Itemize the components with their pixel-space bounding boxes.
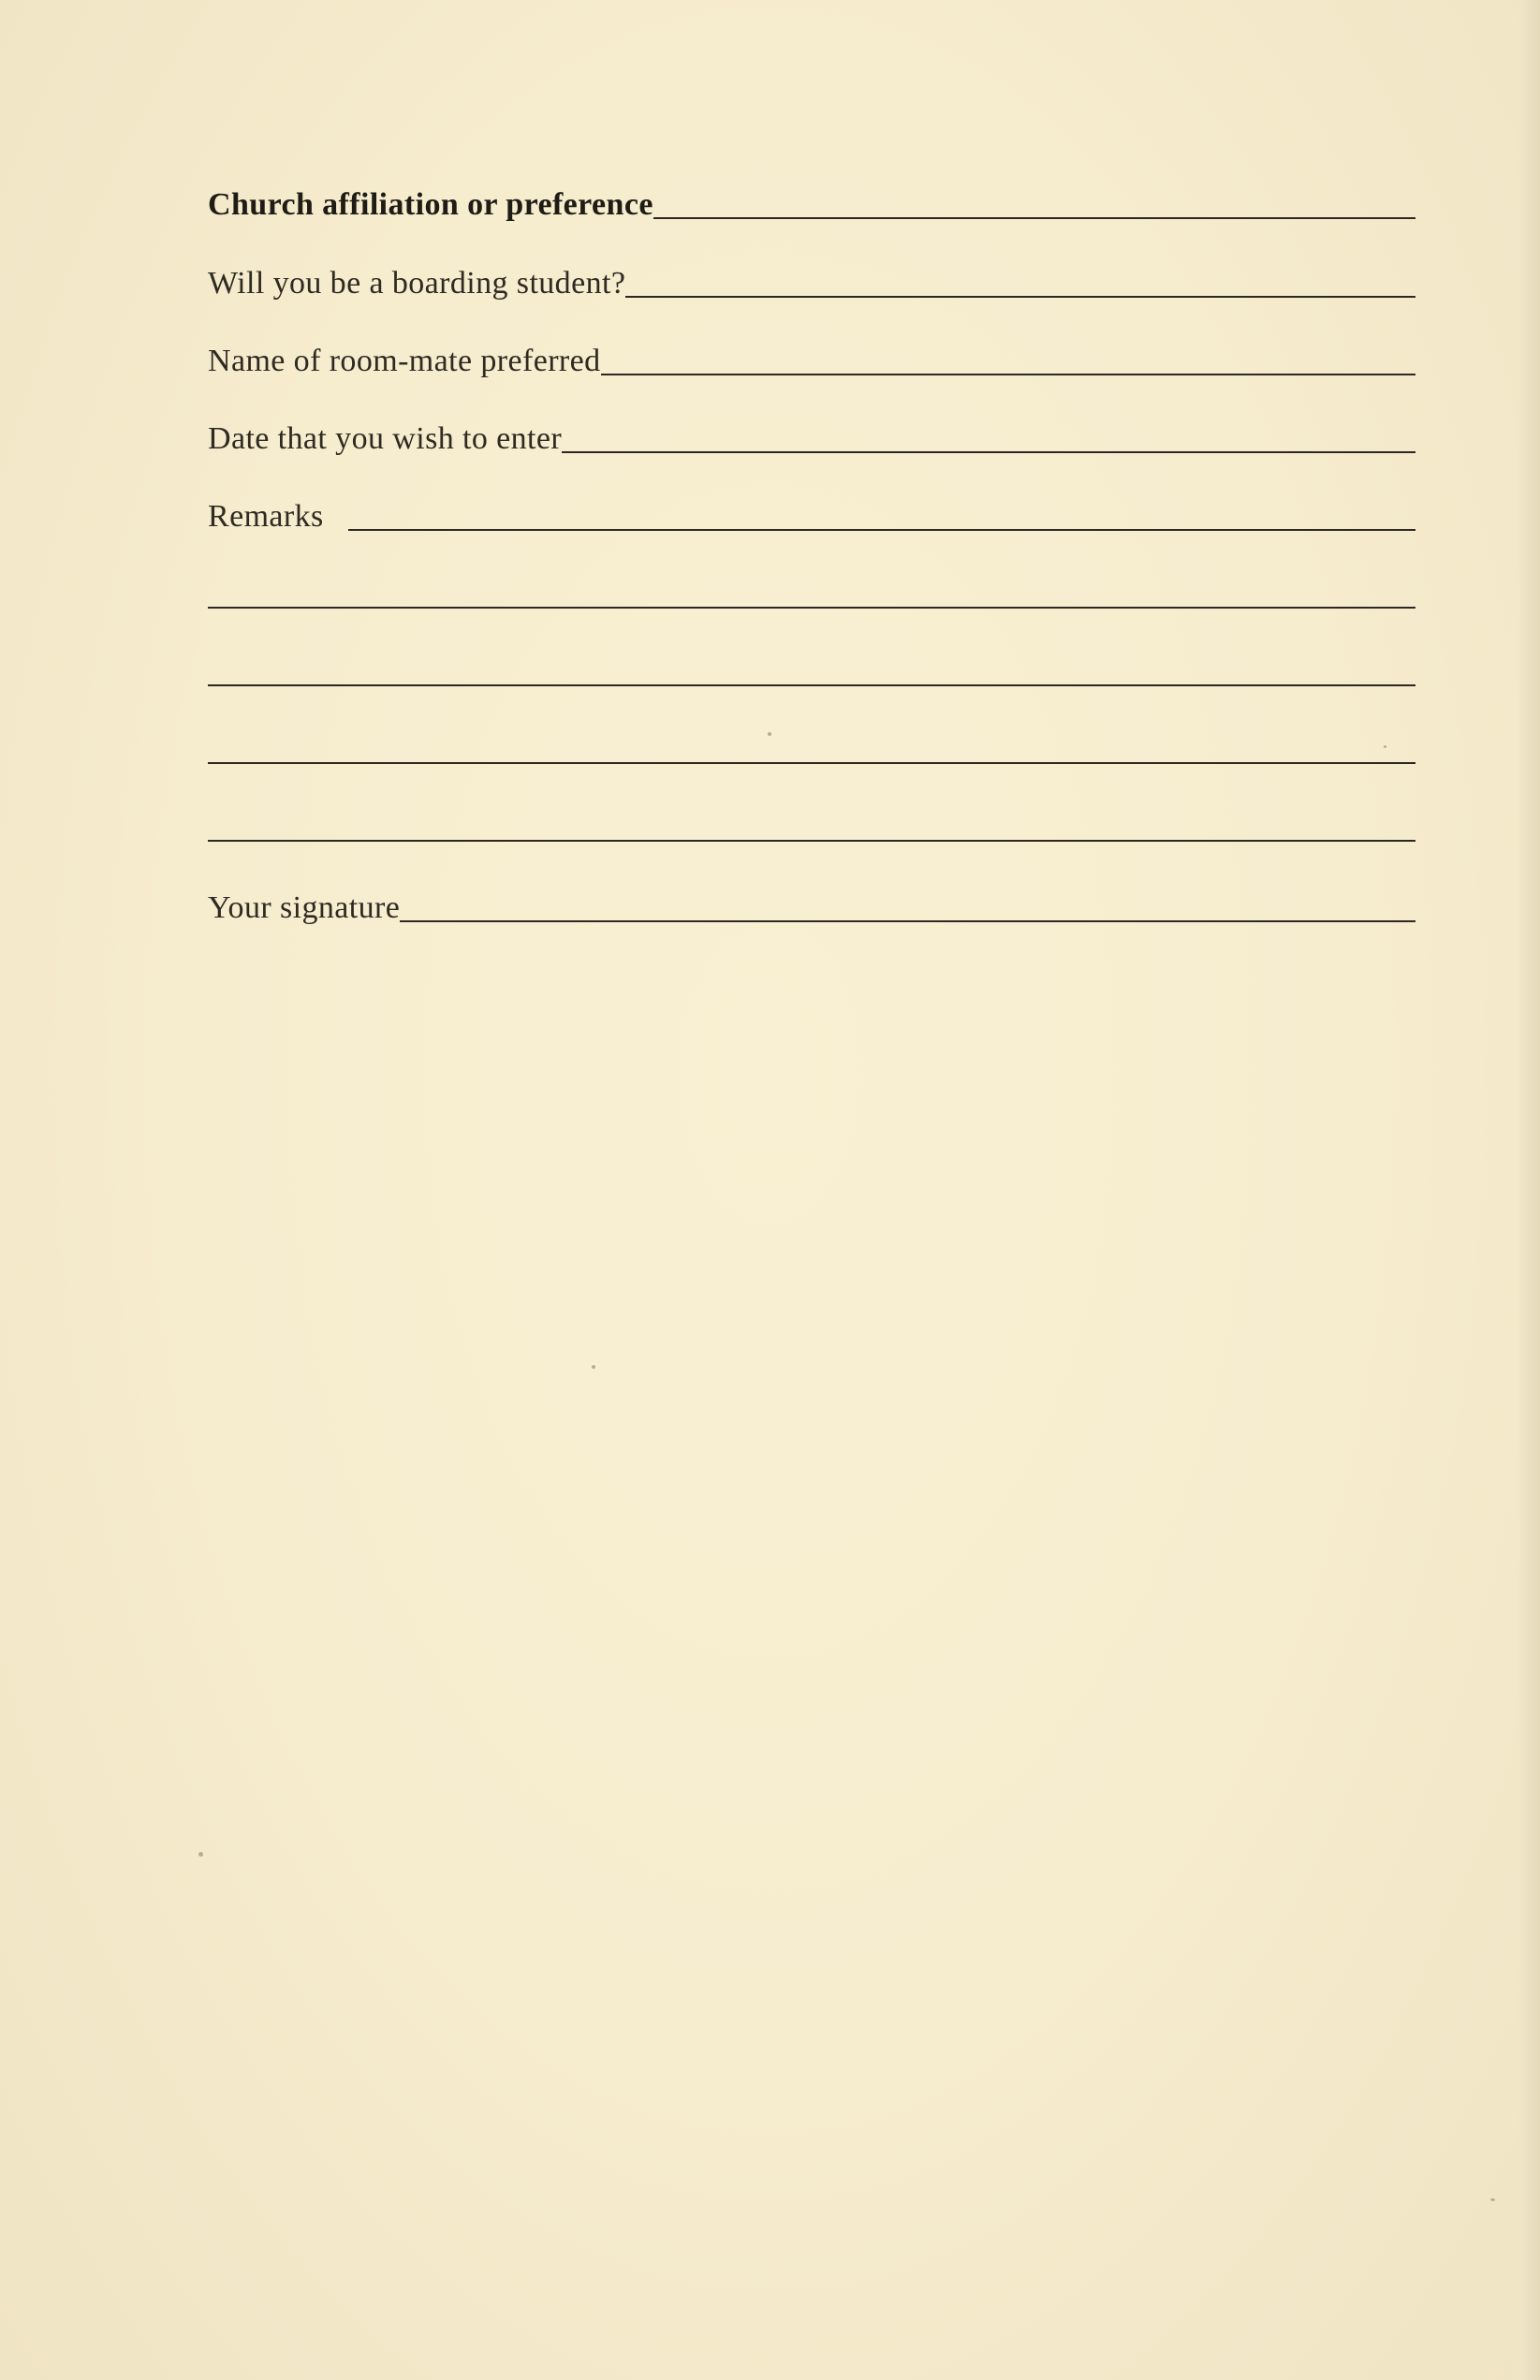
roommate-row — [208, 334, 1415, 381]
roommate-field[interactable] — [601, 374, 1415, 375]
boarding-student-label: Will you be a boarding student? — [208, 266, 626, 301]
church-affiliation-label: Church affiliation or preference — [208, 187, 653, 222]
remarks-field[interactable] — [348, 529, 1415, 531]
remarks-label: Remarks — [208, 499, 324, 534]
remarks-row — [208, 490, 1415, 536]
signature-field[interactable] — [400, 920, 1415, 922]
church-affiliation-row — [208, 178, 1415, 225]
enter-date-row — [208, 412, 1415, 459]
boarding-student-field[interactable] — [625, 296, 1415, 298]
signature-row — [208, 881, 1415, 928]
remarks-line-3[interactable] — [208, 684, 1415, 686]
boarding-student-row — [208, 257, 1415, 303]
church-affiliation-field[interactable] — [653, 217, 1415, 219]
remarks-line-2[interactable] — [208, 607, 1415, 609]
remarks-line-5[interactable] — [208, 840, 1415, 842]
enter-date-field[interactable] — [562, 451, 1415, 453]
paper-speck — [768, 732, 771, 736]
paper-speck — [592, 1365, 595, 1369]
paper-speck — [1384, 745, 1386, 748]
paper-speck — [198, 1852, 203, 1857]
paper-speck — [1490, 2198, 1495, 2201]
signature-label: Your signature — [208, 890, 401, 925]
enter-date-label: Date that you wish to enter — [208, 421, 563, 456]
remarks-line-4[interactable] — [208, 762, 1415, 764]
page-edge — [1519, 0, 1540, 2380]
roommate-label: Name of room-mate preferred — [208, 344, 601, 378]
